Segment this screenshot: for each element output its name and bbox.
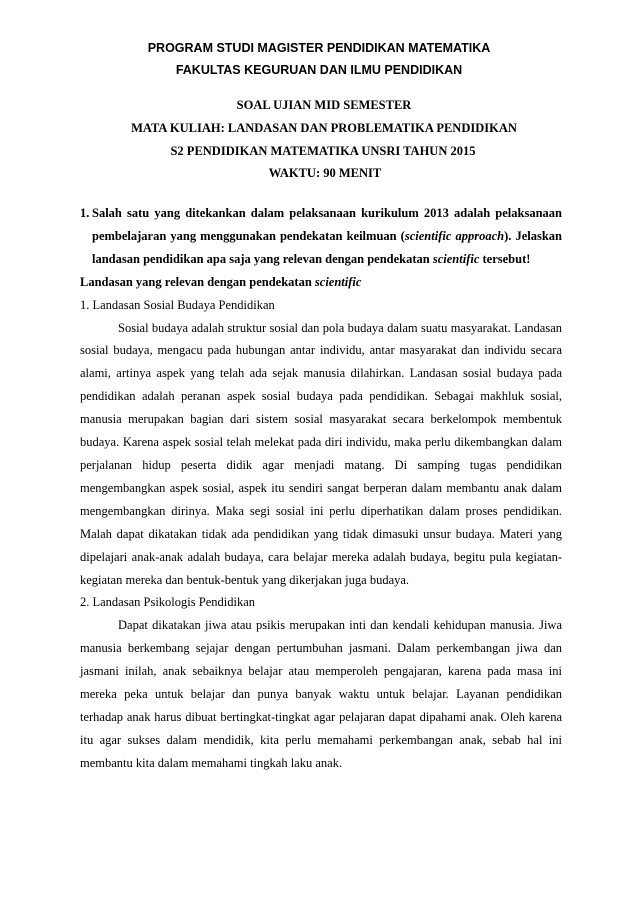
- question-text-b: ). Jelaskan landasan pendidikan apa saja yang relevan dengan pendekatan: [92, 228, 562, 266]
- section-heading-sosial-budaya: 1. Landasan Sosial Budaya Pendidikan: [80, 297, 275, 312]
- answer-subtitle-text: Landasan yang relevan dengan pendekatan: [80, 274, 315, 289]
- answer-subtitle: [80, 271, 562, 294]
- question-text-b-italic: scientific: [432, 251, 480, 266]
- question-number: 1.: [80, 206, 90, 220]
- exam-course: MATA KULIAH: LANDASAN DAN PROBLEMATIKA PENDIDIKAN: [131, 121, 517, 135]
- institution-header-program: PROGRAM STUDI MAGISTER PENDIDIKAN MATEMATIKA: [147, 41, 491, 55]
- question-1: [80, 202, 562, 271]
- exam-title: SOAL UJIAN MID SEMESTER: [236, 98, 412, 112]
- exam-program: S2 PENDIDIKAN MATEMATIKA UNSRI TAHUN 2015: [170, 144, 476, 158]
- section-heading-psikologis: 2. Landasan Psikologis Pendidikan: [80, 595, 255, 610]
- question-text-c: tersebut!: [479, 251, 531, 266]
- document-body: [80, 202, 562, 775]
- institution-header-faculty: FAKULTAS KEGURUAN DAN ILMU PENDIDIKAN: [175, 63, 463, 77]
- section-paragraph-psikologis: Dapat dikatakan jiwa atau psikis merupakan inti dan kendali kehidupan manusia. Jiwa manusia berkembang sejajar dengan pertumbuhan jasmani. Dalam perkembangan jiwa dan jasmani inilah, anak sebaiknya belajar atau memperoleh pengajaran, karena pada masa ini mereka peka untuk belajar dan punya banyak waktu untuk belajar. Layanan pendidikan terhadap anak harus dibuat bertingkat-tingkat agar pelajaran dapat dipahami anak. Oleh karena itu agar sukses dalam mendidik, kita perlu memahami perkembangan anak, sebab hal ini membantu kita dalam memahami tingkah laku anak.: [80, 618, 562, 770]
- question-text-a: Salah satu yang ditekankan dalam pelaksanaan kurikulum 2013 adalah pelaksanaan pembelajaran yang menggunakan pendekatan keilmuan (: [92, 206, 562, 243]
- section-paragraph-sosial-budaya: Sosial budaya adalah struktur sosial dan pola budaya dalam suatu masyarakat. Landasan sosial budaya, mengacu pada hubungan antar individu, antar masyarakat dan individu secara alami, artinya aspek yang telah ada sejak manusia dilahirkan. Landasan sosial budaya pada pendidikan adalah peranan aspek sosial budaya pada pendidikan. Sebagai makhluk sosial, manusia merupakan bagian dari sistem sosial masyarakat secara berkelompok membentuk budaya. Karena aspek sosial telah melekat pada diri individu, maka perlu dikembangkan dalam perjalanan hidup peserta didik agar menjadi matang. Di samping tugas pendidikan mengembangkan aspek sosial, aspek itu sendiri sangat berperan dalam membantu anak dalam mengembangkan dirinya. Maka segi sosial ini perlu diperhatikan dalam proses pendidikan. Malah dapat dikatakan tidak ada pendidikan yang tidak dimasuki unsur budaya. Materi yang dipelajari anak-anak adalah budaya, cara belajar mereka adalah budaya, begitu pula kegiatan-kegiatan mereka dan bentuk-bentuk yang dikerjakan juga budaya.: [80, 320, 562, 587]
- question-text-a-italic: scientific approach: [404, 228, 505, 243]
- answer-subtitle-italic: scientific: [314, 274, 362, 289]
- exam-time: WAKTU: 90 MENIT: [268, 166, 382, 180]
